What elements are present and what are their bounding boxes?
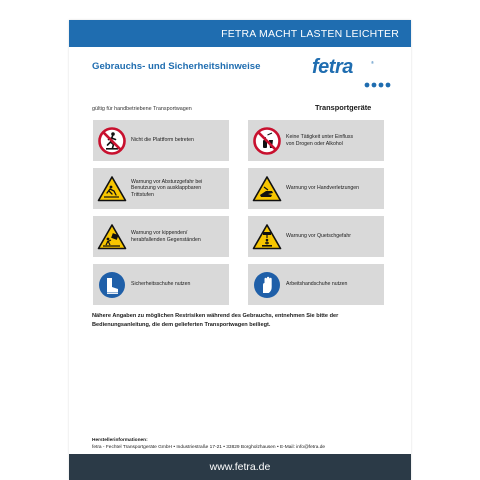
website-link[interactable]: www.fetra.de bbox=[209, 461, 271, 473]
sign-label: Keine Tätigkeit unter Einfluss von Drogen oder Alkohol bbox=[286, 133, 354, 147]
sign-label: Sicherheitsschuhe nutzen bbox=[131, 281, 191, 288]
sign-card bbox=[93, 264, 229, 305]
manufacturer-address: fetra - Fechtel Transportgeräte GmbH • Industriestraße 17-21 • 33829 Borgholzhausen • E-Mail: info@fetra.de bbox=[92, 445, 326, 450]
logo-registered-mark: ® bbox=[371, 60, 374, 65]
no-drugs-alcohol-prohibition-icon bbox=[252, 126, 282, 156]
hand-injury-warning-icon bbox=[252, 174, 282, 204]
logo-wordmark: fetra bbox=[312, 56, 353, 78]
usage-note: Nähere Angaben zu möglichen Restrisiken während des Gebrauchs, entnehmen Sie bitte der Bedienungsanleitung, die dem gelieferten Transportwagen beiliegt. bbox=[92, 313, 339, 328]
document-page bbox=[69, 20, 411, 480]
falling-objects-warning-icon bbox=[97, 222, 127, 252]
logo-dots-icon bbox=[364, 82, 394, 88]
manufacturer-heading: Herstellerinformationen: bbox=[92, 438, 148, 443]
crush-hazard-warning-icon bbox=[252, 222, 282, 252]
document-subtitle: gültig für handbetriebene Transportwagen bbox=[92, 106, 192, 112]
sign-label: Warnung vor kippenden/ herabfallenden Gegenständen bbox=[131, 229, 201, 243]
sign-card bbox=[248, 168, 384, 209]
sign-card bbox=[248, 264, 384, 305]
sign-card bbox=[93, 168, 229, 209]
sign-card bbox=[248, 120, 384, 161]
sign-card bbox=[248, 216, 384, 257]
safety-signs-grid bbox=[93, 120, 390, 307]
fetra-logo bbox=[312, 56, 402, 118]
logo-tagline: Transportgeräte bbox=[315, 103, 372, 112]
fall-hazard-warning-icon bbox=[97, 174, 127, 204]
document-title: Gebrauchs- und Sicherheitshinweise bbox=[92, 61, 261, 72]
safety-shoes-mandatory-icon bbox=[97, 270, 127, 300]
sign-label: Warnung vor Handverletzungen bbox=[286, 185, 360, 192]
sign-label: Warnung vor Absturzgefahr bei Benutzung von ausklappbaren Trittstufen bbox=[131, 178, 203, 198]
header-banner bbox=[69, 20, 411, 47]
sign-label: Warnung vor Quetschgefahr bbox=[286, 233, 351, 240]
header-banner-text: FETRA MACHT LASTEN LEICHTER bbox=[221, 27, 399, 40]
sign-label: Arbeitshandschuhe nutzen bbox=[286, 281, 348, 288]
sign-label: Nicht die Plattform betreten bbox=[131, 137, 194, 144]
manufacturer-info bbox=[92, 438, 402, 450]
footer-bar bbox=[69, 454, 411, 480]
sign-card bbox=[93, 216, 229, 257]
no-stepping-prohibition-icon bbox=[97, 126, 127, 156]
sign-card bbox=[93, 120, 229, 161]
work-gloves-mandatory-icon bbox=[252, 270, 282, 300]
